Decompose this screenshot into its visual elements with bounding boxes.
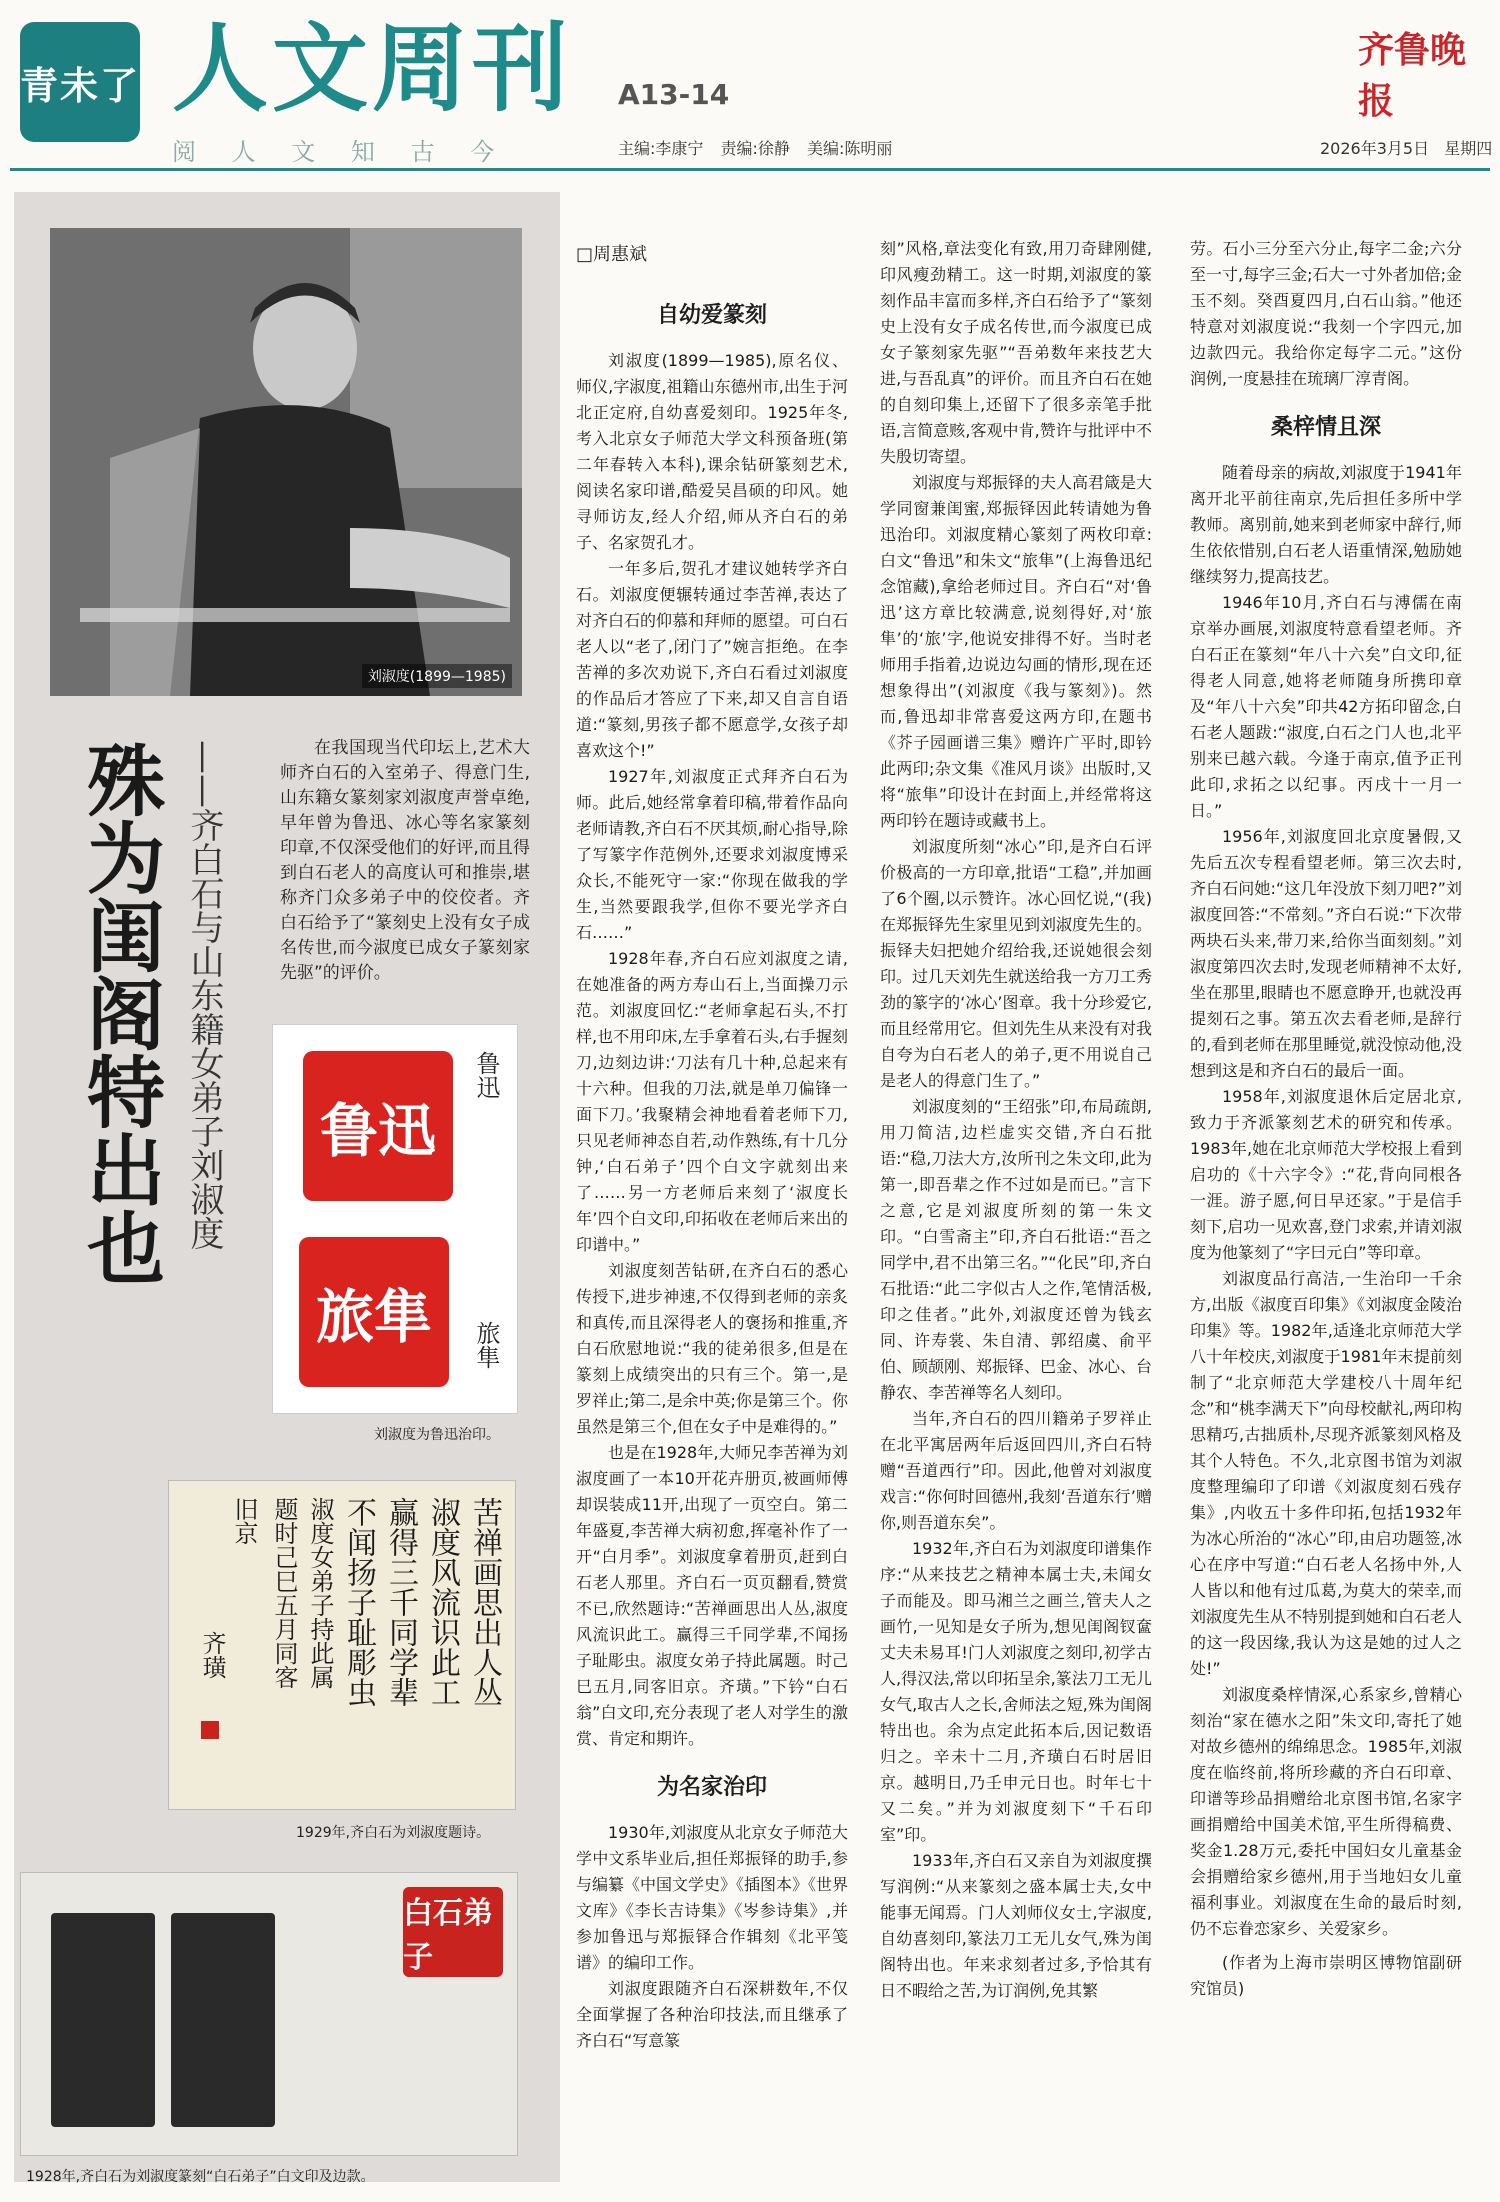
slogan-char: 知 (350, 138, 381, 166)
author-byline: □周惠斌 (576, 244, 648, 265)
rubbing-caption: 1928年,齐白石为刘淑度篆刻“白石弟子”白文印及边款。 (26, 2169, 375, 2185)
weekday-text: 星期四 (1444, 139, 1493, 158)
calligraphy-column: 淑度风流识此工 (425, 1497, 460, 1707)
article-column-1 (576, 280, 848, 2054)
subtitle: ——齐白石与山东籍女弟子刘淑度 (184, 740, 224, 1250)
section-heading: 桑梓情且深 (1270, 414, 1381, 440)
calligraphy-column: 苦禅画思出人丛 (467, 1497, 502, 1707)
paragraph: 1928年春,齐白石应刘淑度之请,在她准备的两方寿山石上,当面操刀示范。刘淑度回忆:“老师拿起石头,不打样,也不用印床,左手拿着石头,右手握刻刀,边刻边讲:‘刀法有几十种,总起来有十六种。但我的刀法,就是单刀偏锋一面下刀。’我聚精会神地看着老师下刀,只见老师神态自若,动作熟练,有十几分钟,‘白石弟子’四个白文字就刻出来了……另一方老师后来刻了‘淑度长年’四个白文印,印拓收在老师后来出的印谱中。” (576, 949, 848, 1254)
paragraph: 劳。石小三分至六分止,每字二金;六分至一寸,每字三金;石大一寸外者加倍;金玉不刻。癸酉夏四月,白石山翁。”他还特意对刘淑度说:“我刻一个字四元,加边款四元。我给你定每字二元。”这份润例,一度悬挂在琉璃厂淳青阁。 (1190, 239, 1462, 388)
section-heading: 为名家治印 (656, 1774, 767, 1800)
author-note: (作者为上海市崇明区博物馆副研究馆员) (1190, 1953, 1462, 1998)
slogan-char: 文 (291, 138, 322, 166)
paragraph: 随着母亲的病故,刘淑度于1941年离开北平前往南京,先后担任多所中学教师。离别前,她来到老师家中辞行,师生依依惜别,白石老人语重情深,勉励她继续努力,提高技艺。 (1190, 463, 1462, 586)
seal-label-luxun: 鲁迅 (472, 1051, 500, 1099)
slogan-char: 古 (410, 138, 441, 166)
main-title: 殊为闺阁特出也 (74, 740, 165, 1286)
calligraphy-column: 旧京 (230, 1497, 258, 1545)
paragraph: 刘淑度跟随齐白石深耕数年,不仅全面掌握了各种治印技法,而且继承了齐白石“写意篆 (576, 1979, 848, 2050)
seal-baishi-dizi: 白石弟子 (403, 1887, 503, 1977)
paragraph: 当年,齐白石的四川籍弟子罗祥止在北平寓居两年后返回四川,齐白石特赠“吾道西行”印。因此,他曾对刘淑度戏言:“你何时回德州,我刻‘吾道东行’赠你,则吾道东矣”。 (880, 1409, 1152, 1532)
slogan-char: 阅 (172, 138, 202, 166)
page-code: A13-14 (618, 78, 730, 111)
calligraphy-inscription (168, 1480, 516, 1810)
paragraph: 也是在1928年,大师兄李苦禅为刘淑度画了一本10开花卉册页,被画师傅却误装成11开,出现了一页空白。第二年盛夏,李苦禅大病初愈,挥毫补作了一开“白月季”。刘淑度拿着册页,赶到白石老人那里。齐白石一页页翻看,赞赏不已,欣然题诗:“苦禅画思出人丛,淑度风流识此工。赢得三千同学辈,不闻扬子耻彫虫。淑度女弟子持此属题。时己巳五月,同客旧京。齐璜。”下钤“白石翁”白文印,充分表现了老人对学生的激赏、肯定和期许。 (576, 1443, 849, 1748)
calligraphy-column: 不闻扬子耻彫虫 (341, 1497, 376, 1707)
rubbing-stone-icon (51, 1913, 155, 2127)
chief-editor: 主编:李康宁 (618, 139, 704, 158)
newspaper-name: 齐鲁晚报 (1358, 29, 1467, 122)
header-rule (10, 168, 1490, 171)
calligraphy-column: 赢得三千同学辈 (383, 1497, 418, 1707)
article-column-2 (880, 236, 1152, 2004)
small-seal-icon (201, 1721, 219, 1739)
paragraph: 刘淑度(1899—1985),原名仪、师仪,字淑度,祖籍山东德州市,出生于河北正定府,自幼喜爱刻印。1925年冬,考入北京女子师范大学文科预备班(第二年春转入本科),课余钻研篆刻艺术,阅读名家印谱,酷爱吴昌硕的印风。她寻师访友,经人介绍,师从齐白石的弟子、名家贺孔才。 (576, 351, 848, 552)
duty-editor: 责编:徐静 (720, 139, 790, 158)
lead-paragraph: 在我国现当代印坛上,艺术大师齐白石的入室弟子、得意门生,山东籍女篆刻家刘淑度声誉卓绝,早年曾为鲁迅、冰心等名家篆刻印章,不仅深受他们的好评,而且得到白石老人的高度认可和推崇,堪称齐门众多弟子中的佼佼者。齐白石给予了“篆刻史上没有女子成名传世,而今淑度已成女子篆刻家先驱”的评价。 (280, 738, 530, 983)
calligraphy-caption: 1929年,齐白石为刘淑度题诗。 (296, 1825, 491, 1841)
paragraph: 刘淑度桑梓情深,心系家乡,曾精心刻治“家在德水之阳”朱文印,寄托了她对故乡德州的绵绵思念。1985年,刘淑度在临终前,将所珍藏的齐白石印章、印谱等珍品捐赠给北京图书馆,名家字画捐赠给中国美术馆,平生所得稿费、奖金1.28万元,委托中国妇女儿童基金会捐赠给家乡德州,用于当地妇女儿童福利事业。刘淑度在生命的最后时刻,仍不忘眷恋家乡、关爱家乡。 (1190, 1685, 1462, 1938)
slogan-char: 人 (231, 138, 262, 166)
paragraph: 1956年,刘淑度回北京度暑假,又先后五次专程看望老师。第三次去时,齐白石问她:“这几年没放下刻刀吧?”刘淑度回答:“不常刻。”齐白石说:“下次带两块石头来,带刀来,给你当面刻刻。”刘淑度第四次去时,发现老师精神不太好,坐在那里,眼睛也不愿意睁开,也就没再提刻石之事。第五次去看老师,是辞行的,看到老师在那里睡觉,就没惊动他,没想到这是和齐白石的最后一面。 (1190, 827, 1462, 1080)
portrait-photo (50, 228, 522, 696)
seal-lvsun: 旅隼 (299, 1237, 449, 1387)
editor-credits (618, 136, 904, 159)
paragraph: 1927年,刘淑度正式拜齐白石为师。此后,她经常拿着印稿,带着作品向老师请教,齐白石不厌其烦,耐心指导,除了写篆字作范例外,还要求刘淑度博采众长,不能死守一家:“你现在做我的学生,当然要跟我学,但你不要光学齐白石……” (576, 767, 848, 942)
masthead-title: 人文周刊 (172, 12, 572, 125)
seal-label-lvsun: 旅隼 (472, 1321, 500, 1369)
paragraph: 刘淑度刻苦钻研,在齐白石的悉心传授下,进步神速,不仅得到老师的亲炙和真传,而且深得老人的褒扬和推重,齐白石欣慰地说:“我的徒弟很多,但是在篆刻上成绩突出的只有三个。第一,是罗祥止;第二,是余中英;你是第三个。你虽然是第三个,但在女子中是难得的。” (576, 1261, 848, 1436)
rubbing-stone-icon (171, 1913, 275, 2127)
art-editor: 美编:陈明丽 (807, 139, 893, 158)
calligraphy-signature: 齐璜 (198, 1631, 226, 1679)
issue-date (1310, 136, 1492, 159)
paragraph: 1958年,刘淑度退休后定居北京,致力于齐派篆刻艺术的研究和传承。1983年,她在北京师范大学校报上看到启功的《十六字令》:“花,背向同根各一涯。游子愿,何日早还家。”于是信手刻下,启功一见欢喜,登门求索,并请刘淑度为他篆刻了“字曰元白”等印章。 (1190, 1087, 1462, 1262)
paragraph: 1930年,刘淑度从北京女子师范大学中文系毕业后,担任郑振铎的助手,参与编纂《中国文学史》《插图本》《世界文库》《李长吉诗集》《岑参诗集》,并参加鲁迅与郑振铎合作辑刻《北平笺谱》的编印工作。 (576, 1823, 849, 1972)
paragraph: 1933年,齐白石又亲自为刘淑度撰写润例:“从来篆刻之盛本属士夫,女中能事无闻焉。门人刘师仪女士,字淑度,自幼喜刻印,篆法刀工无儿女气,殊为闺阁特出也。年来求刻者过多,予恰其有日不暇给之苦,为订润例,免其繁 (880, 1851, 1152, 2000)
portrait-illustration (50, 228, 522, 696)
paragraph: 一年多后,贺孔才建议她转学齐白石。刘淑度便辗转通过李苦禅,表达了对齐白石的仰慕和拜师的愿望。可白石老人以“老了,闭门了”婉言拒绝。在李苦禅的多次劝说下,齐白石看过刘淑度的作品后才答应了下来,却又自言自语道:“篆刻,男孩子都不愿意学,女孩子却喜欢这个!” (576, 559, 849, 760)
calligraphy-column: 淑度女弟子持此属 (306, 1497, 334, 1689)
paragraph: 刘淑度所刻“冰心”印,是齐白石评价极高的一方印章,批语“工稳”,并加画了6个圈,以示赞许。冰心回忆说,“(我)在郑振铎先生家里见到刘淑度先生的。振铎夫妇把她介绍给我,还说她很会刻印。过几天刘先生就送给我一方刀工秀劲的篆字的‘冰心’图章。我十分珍爱它,而且经常用它。但刘先生从来没有对我自夸为白石老人的弟子,更不用说自己是老人的得意门生了。” (880, 837, 1153, 1090)
paragraph: 刘淑度品行高洁,一生治印一千余方,出版《淑度百印集》《刘淑度金陵治印集》等。1982年,适逢北京师范大学八十年校庆,刘淑度于1981年末提前刻制了“北京师范大学建校八十周年纪念”和“桃李满天下”向母校献礼,两印构思精巧,古拙质朴,尽现齐派篆刻风格及其个人特色。不久,北京图书馆为刘淑度整理编印了印谱《刘淑度刻石残存集》,内收五十多件印拓,包括1932年为冰心所治的“冰心”印,由启功题签,冰心在序中写道:“白石老人名扬中外,人人皆以和他有过瓜葛,为莫大的荣幸,而刘淑度先生从不特别提到她和白石老人的这一段因缘,我认为这是她的过人之处!” (1190, 1269, 1463, 1678)
paragraph: 1932年,齐白石为刘淑度印谱集作序:“从来技艺之精神本属士夫,未闻女子而能及。即马湘兰之画兰,管夫人之画竹,一见知是女子所为,想见闺阁钗奩丈夫未易耳!门人刘淑度之刻印,初学古人,得汉法,常以印拓呈余,篆法刀工无儿女气,取古人之长,舍师法之短,殊为闺阁特出也。余为点定此拓本后,因记数语归之。辛未十二月,齐璜白石时居旧京。越明日,乃壬申元日也。时年七十又二矣。”并为刘淑度刻下“千石印室”印。 (880, 1539, 1152, 1844)
seal-luxun: 鲁迅 (303, 1051, 453, 1201)
seal-impressions (272, 1024, 518, 1414)
section-heading: 自幼爱篆刻 (656, 302, 767, 328)
paragraph: 1946年10月,齐白石与溥儒在南京举办画展,刘淑度特意看望老师。齐白石正在篆刻“年八十六矣”白文印,征得老人同意,她将老师随身所携印章及“年八十六矣”印共42方拓印留念,白石老人题跋:“淑度,白石之门人也,北平别来已越六载。今逢于南京,值予正刊此印,求拓之以纪事。丙戌十一月一日。” (1190, 593, 1462, 820)
seals-caption: 刘淑度为鲁迅治印。 (374, 1427, 500, 1443)
article-column-3 (1190, 236, 1462, 2002)
slogan-char: 今 (470, 138, 501, 166)
calligraphy-column: 题时己巳五月同客 (270, 1497, 298, 1689)
paragraph: 刘淑度刻的“王绍张”印,布局疏朗,用刀简洁,边栏虚实交错,齐白石批语:“稳,刀法大方,汝所刊之朱文印,此为第一,即吾辈之作不过如是而已。”言下之意,它是刘淑度所刻的第一朱文印。“白雪斋主”印,齐白石批语:“吾之同学中,君不出第三名。”“化民”印,齐白石批语:“此二字似古人之作,笔情活极,印之佳者。”此外,刘淑度还曾为钱玄同、许寿裳、朱自清、郭绍虞、俞平伯、顾颉刚、郑振铎、巴金、冰心、台静农、李苦禅等名人刻印。 (880, 1097, 1153, 1402)
brand-logo: 青未了 (20, 22, 140, 142)
seal-rubbing (20, 1872, 518, 2156)
paragraph: 刘淑度与郑振铎的夫人高君箴是大学同窗兼闺蜜,郑振铎因此转请她为鲁迅治印。刘淑度精心篆刻了两枚印章:白文“鲁迅”和朱文“旅隼”(上海鲁迅纪念馆藏),拿给老师过目。齐白石“对‘鲁迅’这方章比较满意,说刻得好,对‘旅隼’的‘旅’字,他说安排得不好。当时老师用手指着,边说边勾画的情形,现在还想象得出”(刘淑度《我与篆刻》)。然而,鲁迅却非常喜爱这两方印,在题书《芥子园画谱三集》赠许广平时,即钤此两印;杂文集《准风月谈》出版时,又将“旅隼”印设计在封面上,并经常将这两印钤在题诗或藏书上。 (880, 473, 1153, 830)
date-text: 2026年3月5日 (1320, 139, 1430, 158)
slogan (172, 132, 516, 167)
photo-caption: 刘淑度(1899—1985) (362, 664, 512, 688)
paragraph: 刻”风格,章法变化有致,用刀奇肆刚健,印风瘦劲精工。这一时期,刘淑度的篆刻作品丰富而多样,齐白石给予了“篆刻史上没有女子成名传世,而今淑度已成女子篆刻家先驱”“吾弟数年来技艺大进,与吾乱真”的评价。而且齐白石在她的自刻印集上,还留下了很多亲笔手批语,言简意赅,客观中肯,赞许与批评中不失殷切寄望。 (880, 239, 1152, 466)
